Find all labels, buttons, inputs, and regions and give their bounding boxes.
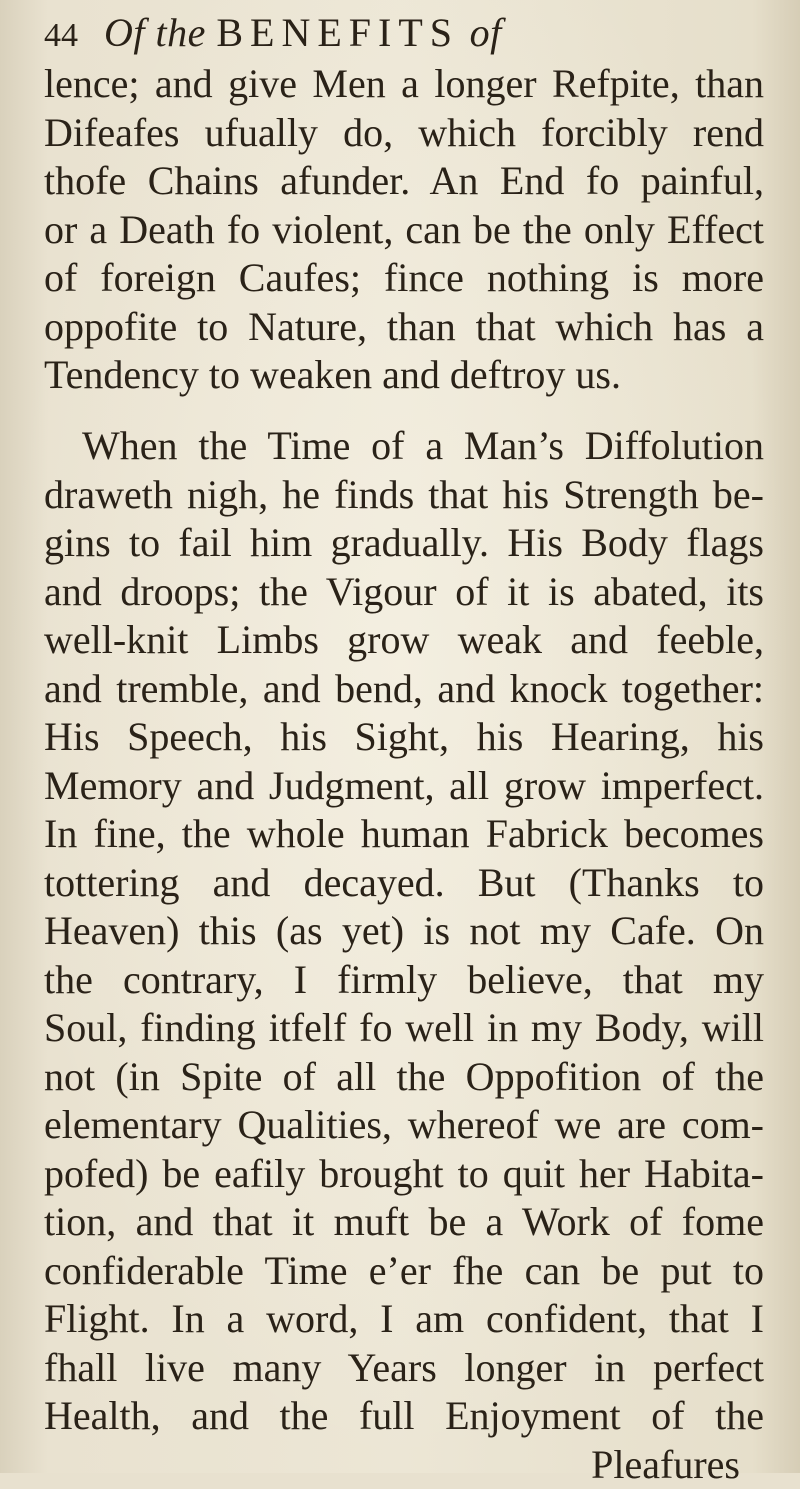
text-line: lence; and give Men a longer Refpite, than (44, 60, 764, 109)
text-line: gins to fail him gradually. His Body flags (44, 519, 764, 568)
text-line: well-knit Limbs grow weak and feeble, (44, 616, 764, 665)
text-line: Tendency to weaken and deftroy us. (44, 351, 764, 400)
text-line: and tremble, and bend, and knock together: (44, 665, 764, 714)
text-line: the contrary, I firmly believe, that my (44, 956, 764, 1005)
text-line: confiderable Time e’er fhe can be put to (44, 1247, 764, 1296)
text-line: draweth nigh, he finds that his Strength be- (44, 471, 764, 520)
text-line: or a Death fo violent, can be the only Effect (44, 206, 764, 255)
paragraph-dissolution (44, 422, 764, 1489)
text-line: Soul, finding itfelf fo well in my Body, will (44, 1004, 764, 1053)
paragraph-continued (44, 60, 764, 400)
running-title (104, 10, 502, 56)
text-line: His Speech, his Sight, his Hearing, his (44, 713, 764, 762)
text-line: and droops; the Vigour of it is abated, its (44, 568, 764, 617)
text-line: Flight. In a word, I am confident, that I (44, 1295, 764, 1344)
running-title-suffix: of (459, 10, 502, 55)
catchword: Pleafures (44, 1441, 764, 1489)
text-line: of foreign Caufes; fince nothing is more (44, 254, 764, 303)
text-line: Difeafes ufually do, which forcibly rend (44, 109, 764, 158)
text-line: tottering and decayed. But (Thanks to (44, 859, 764, 908)
text-line: pofed) be eafily brought to quit her Habita- (44, 1150, 764, 1199)
text-line: In fine, the whole human Fabrick becomes (44, 810, 764, 859)
text-line: tion, and that it muft be a Work of fome (44, 1198, 764, 1247)
text-line: Memory and Judgment, all grow imperfect. (44, 762, 764, 811)
running-title-prefix: Of the (104, 10, 216, 55)
text-line: fhall live many Years longer in perfect (44, 1344, 764, 1393)
text-line: thofe Chains afunder. An End fo painful, (44, 157, 764, 206)
text-line: oppofite to Nature, than that which has a (44, 303, 764, 352)
text-line: When the Time of a Man’s Diffolution (44, 422, 764, 471)
text-line: elementary Qualities, whereof we are com- (44, 1101, 764, 1150)
text-line: Heaven) this (as yet) is not my Cafe. On (44, 907, 764, 956)
running-header (44, 10, 764, 56)
text-line: not (in Spite of all the Oppofition of the (44, 1053, 764, 1102)
running-title-caps: BENEFITS (216, 10, 459, 55)
page-number: 44 (44, 13, 94, 59)
text-line: Health, and the full Enjoyment of the (44, 1392, 764, 1441)
